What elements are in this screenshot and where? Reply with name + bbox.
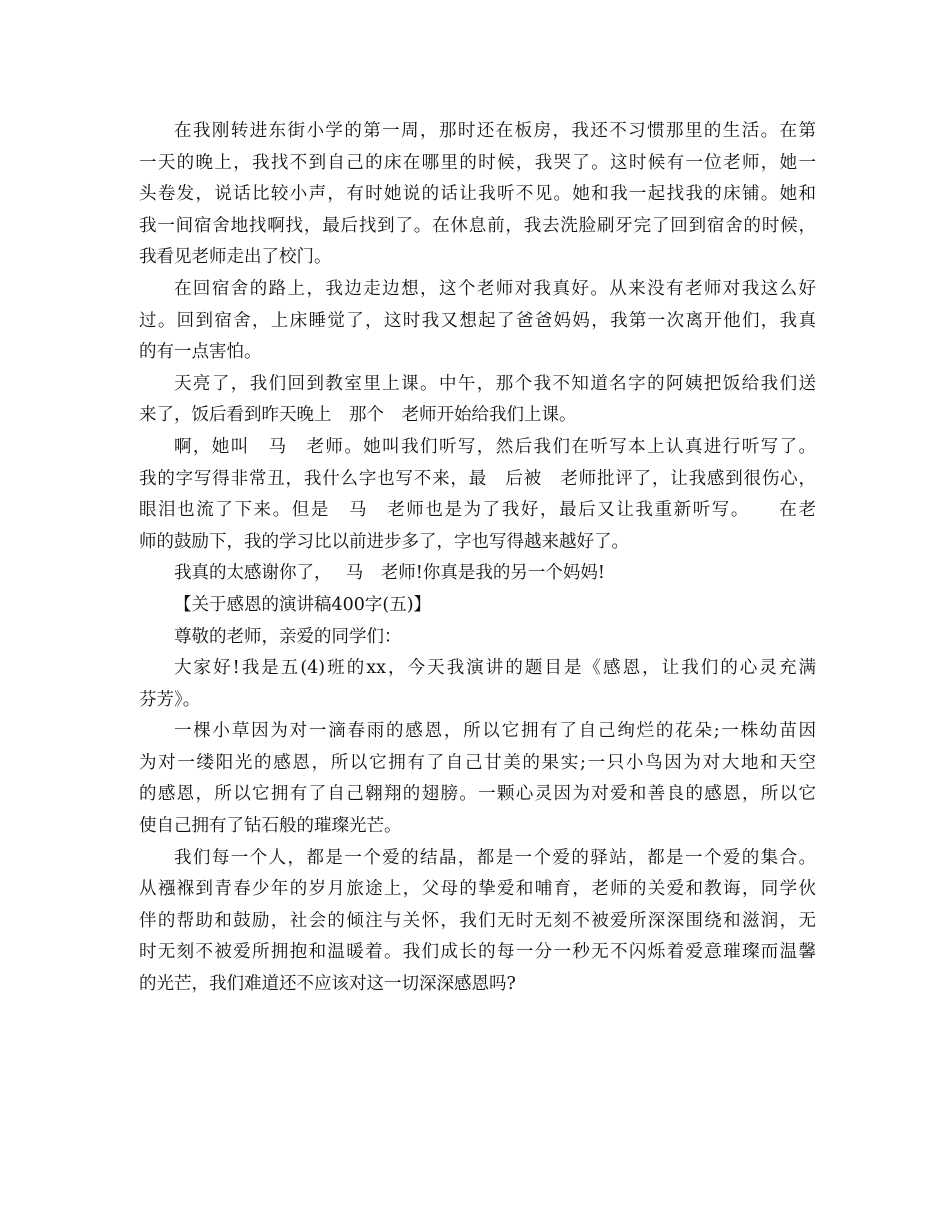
text-line: 的感恩，所以它拥有了自己翱翔的翅膀。一颗心灵因为对爱和善良的感恩，所以它 [139,784,816,805]
text-line: 【关于感恩的演讲稿400字(五)】 [174,594,432,615]
paragraph [139,558,816,590]
paragraph [139,843,816,1001]
text-line: 伴的帮助和鼓励，社会的倾注与关怀，我们无时无刻不被爱所深深围绕和滋润，无 [139,910,816,931]
text-line: 从襁褓到青春少年的岁月旅途上，父母的挚爱和哺育，老师的关爱和教诲，同学伙 [139,879,816,900]
text-line: 在我刚转进东街小学的第一周，那时还在板房，我还不习惯那里的生活。在第 [174,121,816,141]
text-line: 眼泪也流了下来。但是 马 老师也是为了我好，最后又让我重新听写。 在老 [139,500,816,521]
document-body [139,116,816,1001]
text-line: 芬芳》。 [139,689,201,710]
paragraph [139,622,816,654]
text-line: 天亮了，我们回到教室里上课。中午，那个我不知道名字的阿姨把饭给我们送 [174,373,816,394]
text-line: 使自己拥有了钻石般的璀璨光芒。 [139,816,402,837]
paragraph [139,116,816,274]
text-line: 过。回到宿舍，上床睡觉了，这时我又想起了爸爸妈妈，我第一次离开他们，我真 [139,310,816,331]
text-line: 时无刻不被爱所拥抱和温暖着。我们成长的每一分一秒无不闪烁着爱意璀璨而温馨 [139,942,816,963]
paragraph [139,432,816,558]
text-line: 啊，她叫 马 老师。她叫我们听写，然后我们在听写本上认真进行听写了。 [174,436,816,457]
paragraph [139,274,816,369]
text-line: 一棵小草因为对一滴春雨的感恩，所以它拥有了自己绚烂的花朵;一株幼苗因 [174,721,816,742]
text-line: 为对一缕阳光的感恩，所以它拥有了自己甘美的果实;一只小鸟因为对大地和天空 [139,752,816,773]
text-line: 我们每一个人，都是一个爱的结晶，都是一个爱的驿站，都是一个爱的集合。 [174,847,816,868]
paragraph [139,716,816,842]
text-line: 尊敬的老师，亲爱的同学们： [174,626,402,647]
text-line: 头卷发，说话比较小声，有时她说的话让我听不见。她和我一起找我的床铺。她和 [139,184,816,205]
text-line: 在回宿舍的路上，我边走边想，这个老师对我真好。从来没有老师对我这么好 [174,278,816,299]
text-line: 一天的晚上，我找不到自己的床在哪里的时候，我哭了。这时候有一位老师，她一 [139,152,816,173]
text-line: 师的鼓励下，我的学习比以前进步多了，字也写得越来越好了。 [139,531,629,552]
text-line: 我真的太感谢你了， 马 老师!你真是我的另一个妈妈! [174,563,605,584]
text-line: 我一间宿舍地找啊找，最后找到了。在休息前，我去洗脸刷牙完了回到宿舍的时候， [139,215,816,236]
text-line: 的有一点害怕。 [139,342,262,363]
text-line: 我的字写得非常丑，我什么字也写不来，最 后被 老师批评了，让我感到很伤心， [139,468,816,489]
paragraph [139,369,816,432]
text-line: 我看见老师走出了校门。 [139,247,332,268]
text-line: 大家好!我是五(4)班的xx，今天我演讲的题目是《感恩，让我们的心灵充满 [174,658,816,679]
text-line: 的光芒，我们难道还不应该对这一切深深感恩吗? [139,974,516,995]
paragraph [139,590,816,622]
text-line: 来了，饭后看到昨天晚上 那个 老师开始给我们上课。 [139,405,577,426]
paragraph [139,653,816,716]
